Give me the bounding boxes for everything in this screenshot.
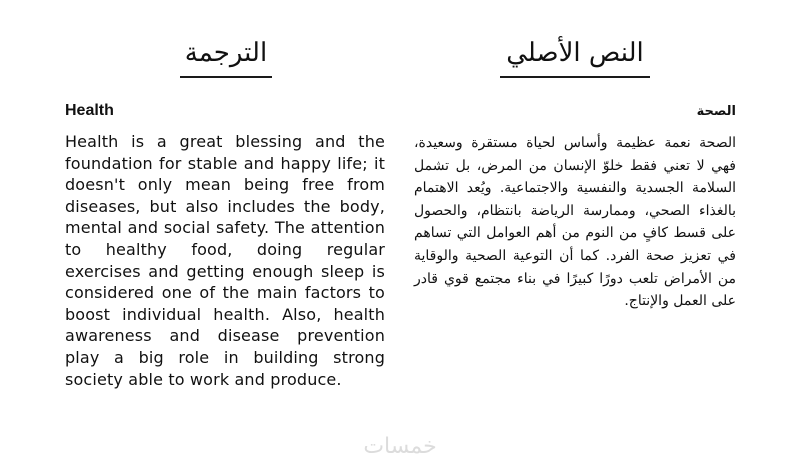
english-paragraph: Health is a great blessing and the foundation for stable and happy life; it doesn't only mean being free from diseases, but also includes the body, mental and social safety. The attention to healthy food, doing regular exercises and getting enough sleep is considered one of the main factors to boost individual health. Also, health awareness and disease prevention play a big role in building strong society able to work and produce.	[65, 132, 385, 389]
original-text-column-header	[500, 36, 650, 70]
translation-header-text: الترجمة	[184, 38, 268, 68]
arabic-title: الصحة	[696, 104, 736, 119]
translation-header-underline	[180, 76, 272, 78]
watermark-logo: خمسات	[363, 434, 437, 459]
arabic-paragraph: الصحة نعمة عظيمة وأساس لحياة مستقرة وسعيدة، فهي لا تعني فقط خلوّ الإنسان من المرض، بل تشمل السلامة الجسدية والنفسية والاجتماعية. ويُعد الاهتمام بالغذاء الصحي، وممارسة الرياضة بانتظام، والحصول على قسط كافٍ من النوم من أهم العوامل التي تساهم في تعزيز صحة الفرد. كما أن التوعية الصحية والوقاية من الأمراض تلعب دورًا كبيرًا في بناء مجتمع قوي قادر على العمل والإنتاج.	[414, 135, 736, 310]
english-title: Health	[65, 102, 114, 119]
original-header-text: النص الأصلي	[506, 38, 644, 68]
translation-column-header	[180, 36, 272, 70]
original-header-underline	[500, 76, 650, 78]
